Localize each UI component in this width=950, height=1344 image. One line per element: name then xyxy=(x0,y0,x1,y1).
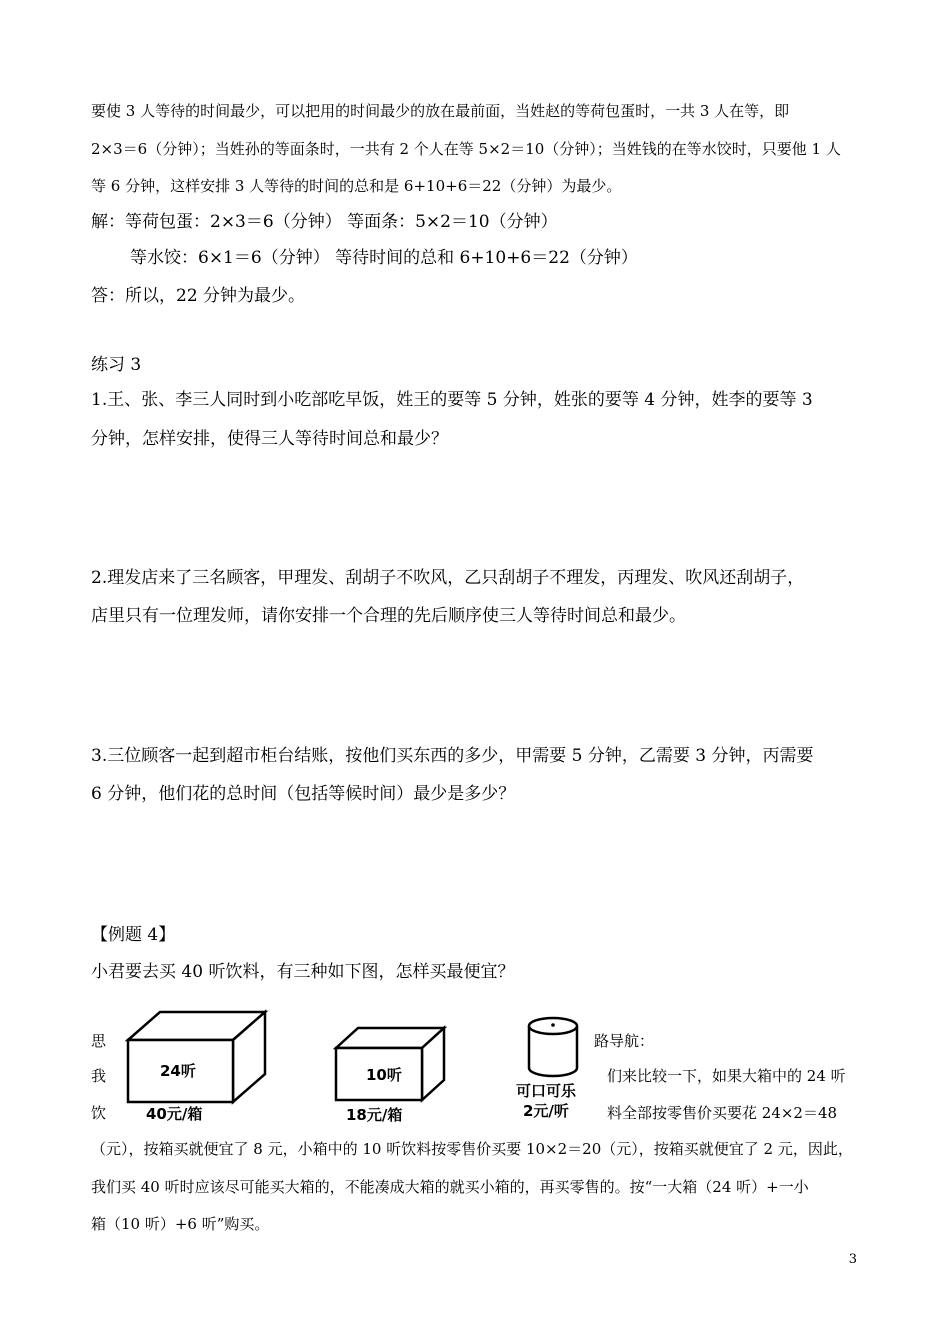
explanation-line-3: 等 6 分钟，这样安排 3 人等待的时间的总和是 6+10+6＝22（分钟）为最少。 xyxy=(91,177,622,195)
guide-line-5: 我们买 40 听时应该尽可能买大箱的，不能凑成大箱的就买小箱的，再买零售的。按“一大箱（24 听）+一小 xyxy=(91,1178,809,1196)
example-question: 小君要去买 40 听饮料，有三种如下图，怎样买最便宜？ xyxy=(91,962,515,982)
can-label: 可口可乐 xyxy=(516,1082,577,1100)
practice-q2-line-2: 店里只有一位理发师，请你安排一个合理的先后顺序使三人等待时间总和最少。 xyxy=(91,606,686,626)
cola-can-figure xyxy=(525,1016,581,1080)
solution-answer: 答：所以，22 分钟为最少。 xyxy=(91,286,306,306)
practice-q3-line-2: 6 分钟，他们花的总时间（包括等候时间）最少是多少？ xyxy=(91,784,516,804)
solution-line-2: 等水饺：6×1＝6（分钟） 等待时间的总和 6+10+6＝22（分钟） xyxy=(130,248,638,268)
big-box-price: 40元/箱 xyxy=(146,1105,203,1123)
practice-title: 练习 3 xyxy=(91,355,142,375)
solution-line-1: 解：等荷包蛋：2×3＝6（分钟） 等面条：5×2＝10（分钟） xyxy=(91,212,558,232)
guide-line-4: （元），按箱买就便宜了 8 元，小箱中的 10 听饮料按零售价买要 10×2＝20（元），按箱买就便宜了 2 元，因此， xyxy=(91,1140,853,1158)
guide-right-line-3: 料全部按零售价买要花 24×2＝48 xyxy=(607,1104,838,1122)
small-box-label: 10听 xyxy=(366,1066,402,1084)
big-box-label: 24听 xyxy=(160,1062,196,1080)
guide-line-6: 箱（10 听）+6 听”购买。 xyxy=(91,1215,270,1233)
explanation-line-1: 要使 3 人等待的时间最少，可以把用的时间最少的放在最前面，当姓赵的等荷包蛋时，一共 3 人在等，即 xyxy=(91,102,790,120)
big-box-figure xyxy=(120,1008,270,1103)
can-price: 2元/听 xyxy=(523,1102,569,1120)
small-box-price: 18元/箱 xyxy=(346,1106,403,1124)
guide-left-char-2: 我 xyxy=(91,1067,107,1085)
practice-q1-line-1: 1.王、张、李三人同时到小吃部吃早饭，姓王的要等 5 分钟，姓张的要等 4 分钟，姓李的要等 3 xyxy=(91,390,813,410)
guide-heading: 路导航： xyxy=(594,1032,655,1050)
guide-left-char-1: 思 xyxy=(91,1032,107,1050)
explanation-line-2: 2×3＝6（分钟）；当姓孙的等面条时，一共有 2 个人在等 5×2＝10（分钟）；当姓钱的在等水饺时，只要他 1 人 xyxy=(91,140,841,158)
practice-q2-line-1: 2.理发店来了三名顾客，甲理发、刮胡子不吹风，乙只刮胡子不理发，丙理发、吹风还刮胡子， xyxy=(91,568,805,588)
page-number: 3 xyxy=(848,1252,857,1267)
example-title: 【例题 4】 xyxy=(91,925,176,945)
practice-q3-line-1: 3.三位顾客一起到超市柜台结账，按他们买东西的多少，甲需要 5 分钟，乙需要 3 分钟，丙需要 xyxy=(91,746,814,766)
practice-q1-line-2: 分钟，怎样安排，使得三人等待时间总和最少？ xyxy=(91,429,448,449)
guide-right-line-2: 们来比较一下，如果大箱中的 24 听 xyxy=(607,1067,846,1085)
guide-left-char-3: 饮 xyxy=(91,1104,107,1122)
